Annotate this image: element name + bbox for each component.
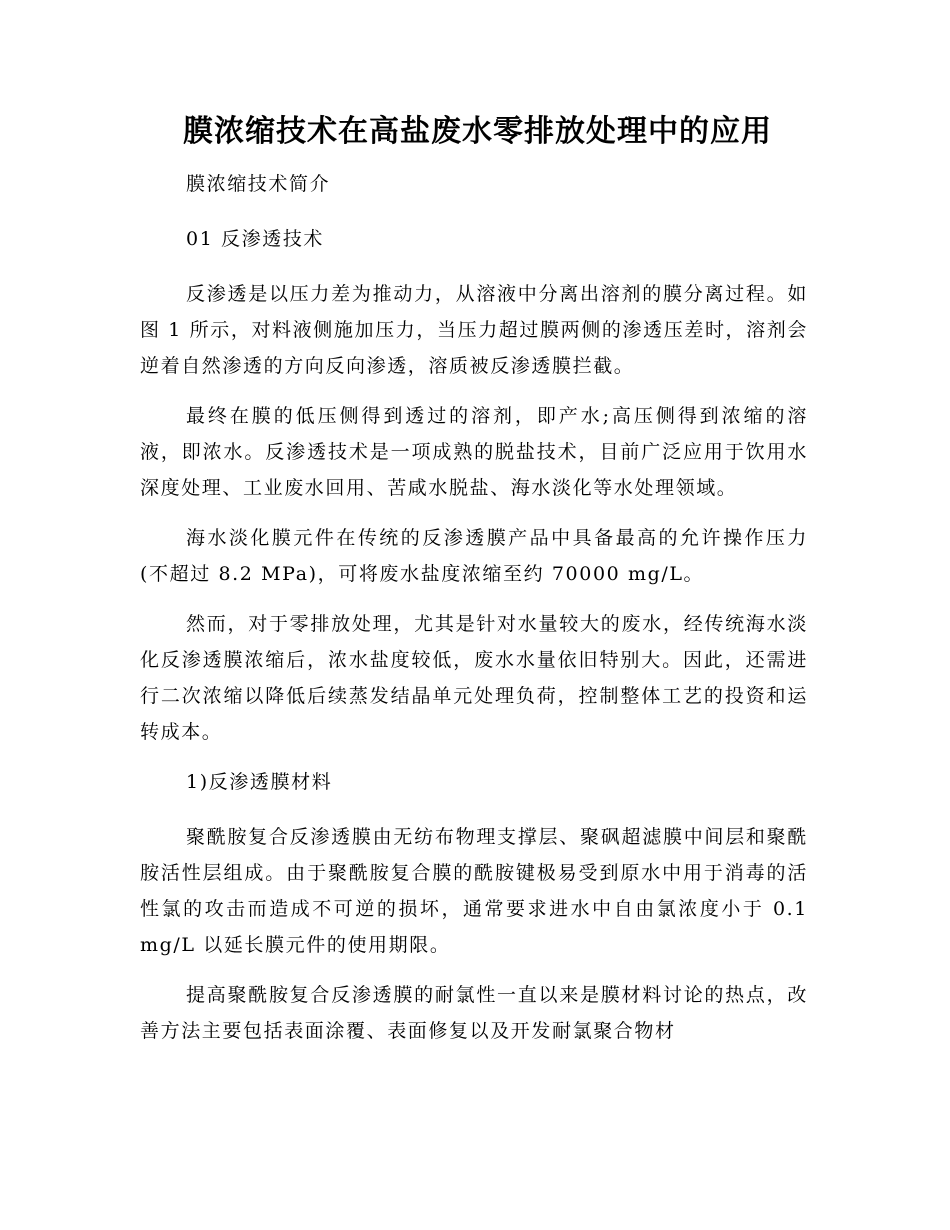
paragraph-polyamide-structure: 聚酰胺复合反渗透膜由无纺布物理支撑层、聚砜超滤膜中间层和聚酰胺活性层组成。由于聚酰胺复合膜的酰胺键极易受到原水中用于消毒的活性氯的攻击而造成不可逆的损坏，通常要求进水中自由氯浓度小于 0.1 mg/L 以延长膜元件的使用期限。 <box>140 826 808 956</box>
section-heading-intro: 膜浓缩技术简介 <box>186 173 331 195</box>
paragraph-ro-definition: 反渗透是以压力差为推动力，从溶液中分离出溶剂的膜分离过程。如图 1 所示，对料液侧施加压力，当压力超过膜两侧的渗透压差时，溶剂会逆着自然渗透的方向反向渗透，溶质被反渗透膜拦截。 <box>140 283 808 377</box>
section-heading-ro: 01 反渗透技术 <box>186 228 325 250</box>
document-body <box>140 166 808 1063</box>
paragraph-zero-discharge: 然而，对于零排放处理，尤其是针对水量较大的废水，经传统海水淡化反渗透膜浓缩后，浓水盐度较低，废水水量依旧特别大。因此，还需进行二次浓缩以降低后续蒸发结晶单元处理负荷，控制整体工艺的投资和运转成本。 <box>140 613 808 743</box>
paragraph-chlorine-resistance: 提高聚酰胺复合反渗透膜的耐氯性一直以来是膜材料讨论的热点，改善方法主要包括表面涂覆、表面修复以及开发耐氯聚合物材 <box>140 984 808 1042</box>
document-title: 膜浓缩技术在高盐废水零排放处理中的应用 <box>183 114 772 149</box>
paragraph-ro-products: 最终在膜的低压侧得到透过的溶剂，即产水;高压侧得到浓缩的溶液，即浓水。反渗透技术是一项成熟的脱盐技术，目前广泛应用于饮用水深度处理、工业废水回用、苦咸水脱盐、海水淡化等水处理领域。 <box>140 405 808 499</box>
paragraph-seawater-pressure: 海水淡化膜元件在传统的反渗透膜产品中具备最高的允许操作压力(不超过 8.2 MPa)，可将废水盐度浓缩至约 70000 mg/L。 <box>140 527 808 585</box>
section-heading-membrane-material: 1)反渗透膜材料 <box>186 771 333 793</box>
